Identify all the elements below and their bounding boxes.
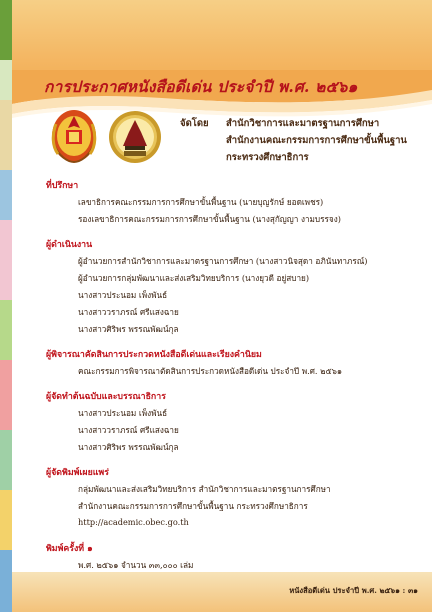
section-heading-publisher: ผู้จัดพิมพ์เผยแพร่ bbox=[46, 468, 109, 478]
section-heading-printing: พิมพ์ครั้งที่ ๑ bbox=[46, 544, 93, 554]
section-heading-editors: ผู้จัดทำต้นฉบับและบรรณาธิการ bbox=[46, 392, 166, 402]
credit-line: พ.ศ. ๒๕๖๑ จำนวน ๓๓,๐๐๐ เล่ม bbox=[78, 560, 194, 570]
obec-emblem-logo bbox=[46, 104, 102, 166]
website-url: http://academic.obec.go.th bbox=[78, 517, 189, 527]
section-heading-operators: ผู้ดำเนินงาน bbox=[46, 240, 93, 250]
credit-line: นางสาวศิริพร พรรณพัฒน์กุล bbox=[78, 442, 179, 452]
credit-line: กลุ่มพัฒนาและส่งเสริมวิทยบริการ สำนักวิชาการและมาตรฐานการศึกษา bbox=[78, 484, 331, 494]
section-heading-judges: ผู้พิจารณาคัดสินการประกวดหนังสือดีเด่นและเรียงคำนิยม bbox=[46, 350, 262, 360]
section-heading-advisors: ที่ปรึกษา bbox=[46, 181, 79, 191]
credit-line: นางสาวศิริพร พรรณพัฒน์กุล bbox=[78, 324, 179, 334]
award-seal-logo bbox=[108, 110, 162, 164]
credit-line: คณะกรรมการพิจารณาตัดสินการประกวดหนังสือดีเด่น ประจำปี พ.ศ. ๒๕๖๑ bbox=[78, 366, 343, 376]
book-spine-strip bbox=[0, 0, 12, 612]
credit-line: นางสาววราภรณ์ ศรีแสงฉาย bbox=[78, 307, 179, 317]
organizer-line: กระทรวงศึกษาธิการ bbox=[226, 152, 309, 163]
credit-line: ผู้อำนวยการสำนักวิชาการและมาตรฐานการศึกษา (นางสาวนิจสุดา อภินันทาภรณ์) bbox=[78, 256, 368, 266]
organizer-line: สำนักวิชาการและมาตรฐานการศึกษา bbox=[226, 118, 380, 129]
credit-line: นางสาววราภรณ์ ศรีแสงฉาย bbox=[78, 425, 179, 435]
page-footer: หนังสือดีเด่น ประจำปี พ.ศ. ๒๕๖๑ : ๓๑ bbox=[289, 586, 418, 595]
credit-line: นางสาวประนอม เพ็งพันธ์ bbox=[78, 408, 168, 418]
credit-line: นางสาวประนอม เพ็งพันธ์ bbox=[78, 290, 168, 300]
credit-line: เลขาธิการคณะกรรมการการศึกษาขั้นพื้นฐาน (นายบุญรักษ์ ยอดเพชร) bbox=[78, 197, 324, 207]
credit-line: ผู้อำนวยการกลุ่มพัฒนาและส่งเสริมวิทยบริการ (นางยุวดี อยู่สบาย) bbox=[78, 273, 310, 283]
credit-line: สำนักงานคณะกรรมการการศึกษาขั้นพื้นฐาน กระทรวงศึกษาธิการ bbox=[78, 501, 308, 511]
organizer-label: จัดโดย bbox=[180, 118, 209, 129]
page-title: การประกาศหนังสือดีเด่น ประจำปี พ.ศ. ๒๕๖๑ bbox=[44, 77, 358, 96]
organizer-block bbox=[180, 115, 407, 166]
organizer-line: สำนักงานคณะกรรมการการศึกษาขั้นพื้นฐาน bbox=[226, 135, 407, 146]
credit-line: รองเลขาธิการคณะกรรมการการศึกษาขั้นพื้นฐาน (นางสุกัญญา งามบรรจง) bbox=[78, 214, 341, 224]
